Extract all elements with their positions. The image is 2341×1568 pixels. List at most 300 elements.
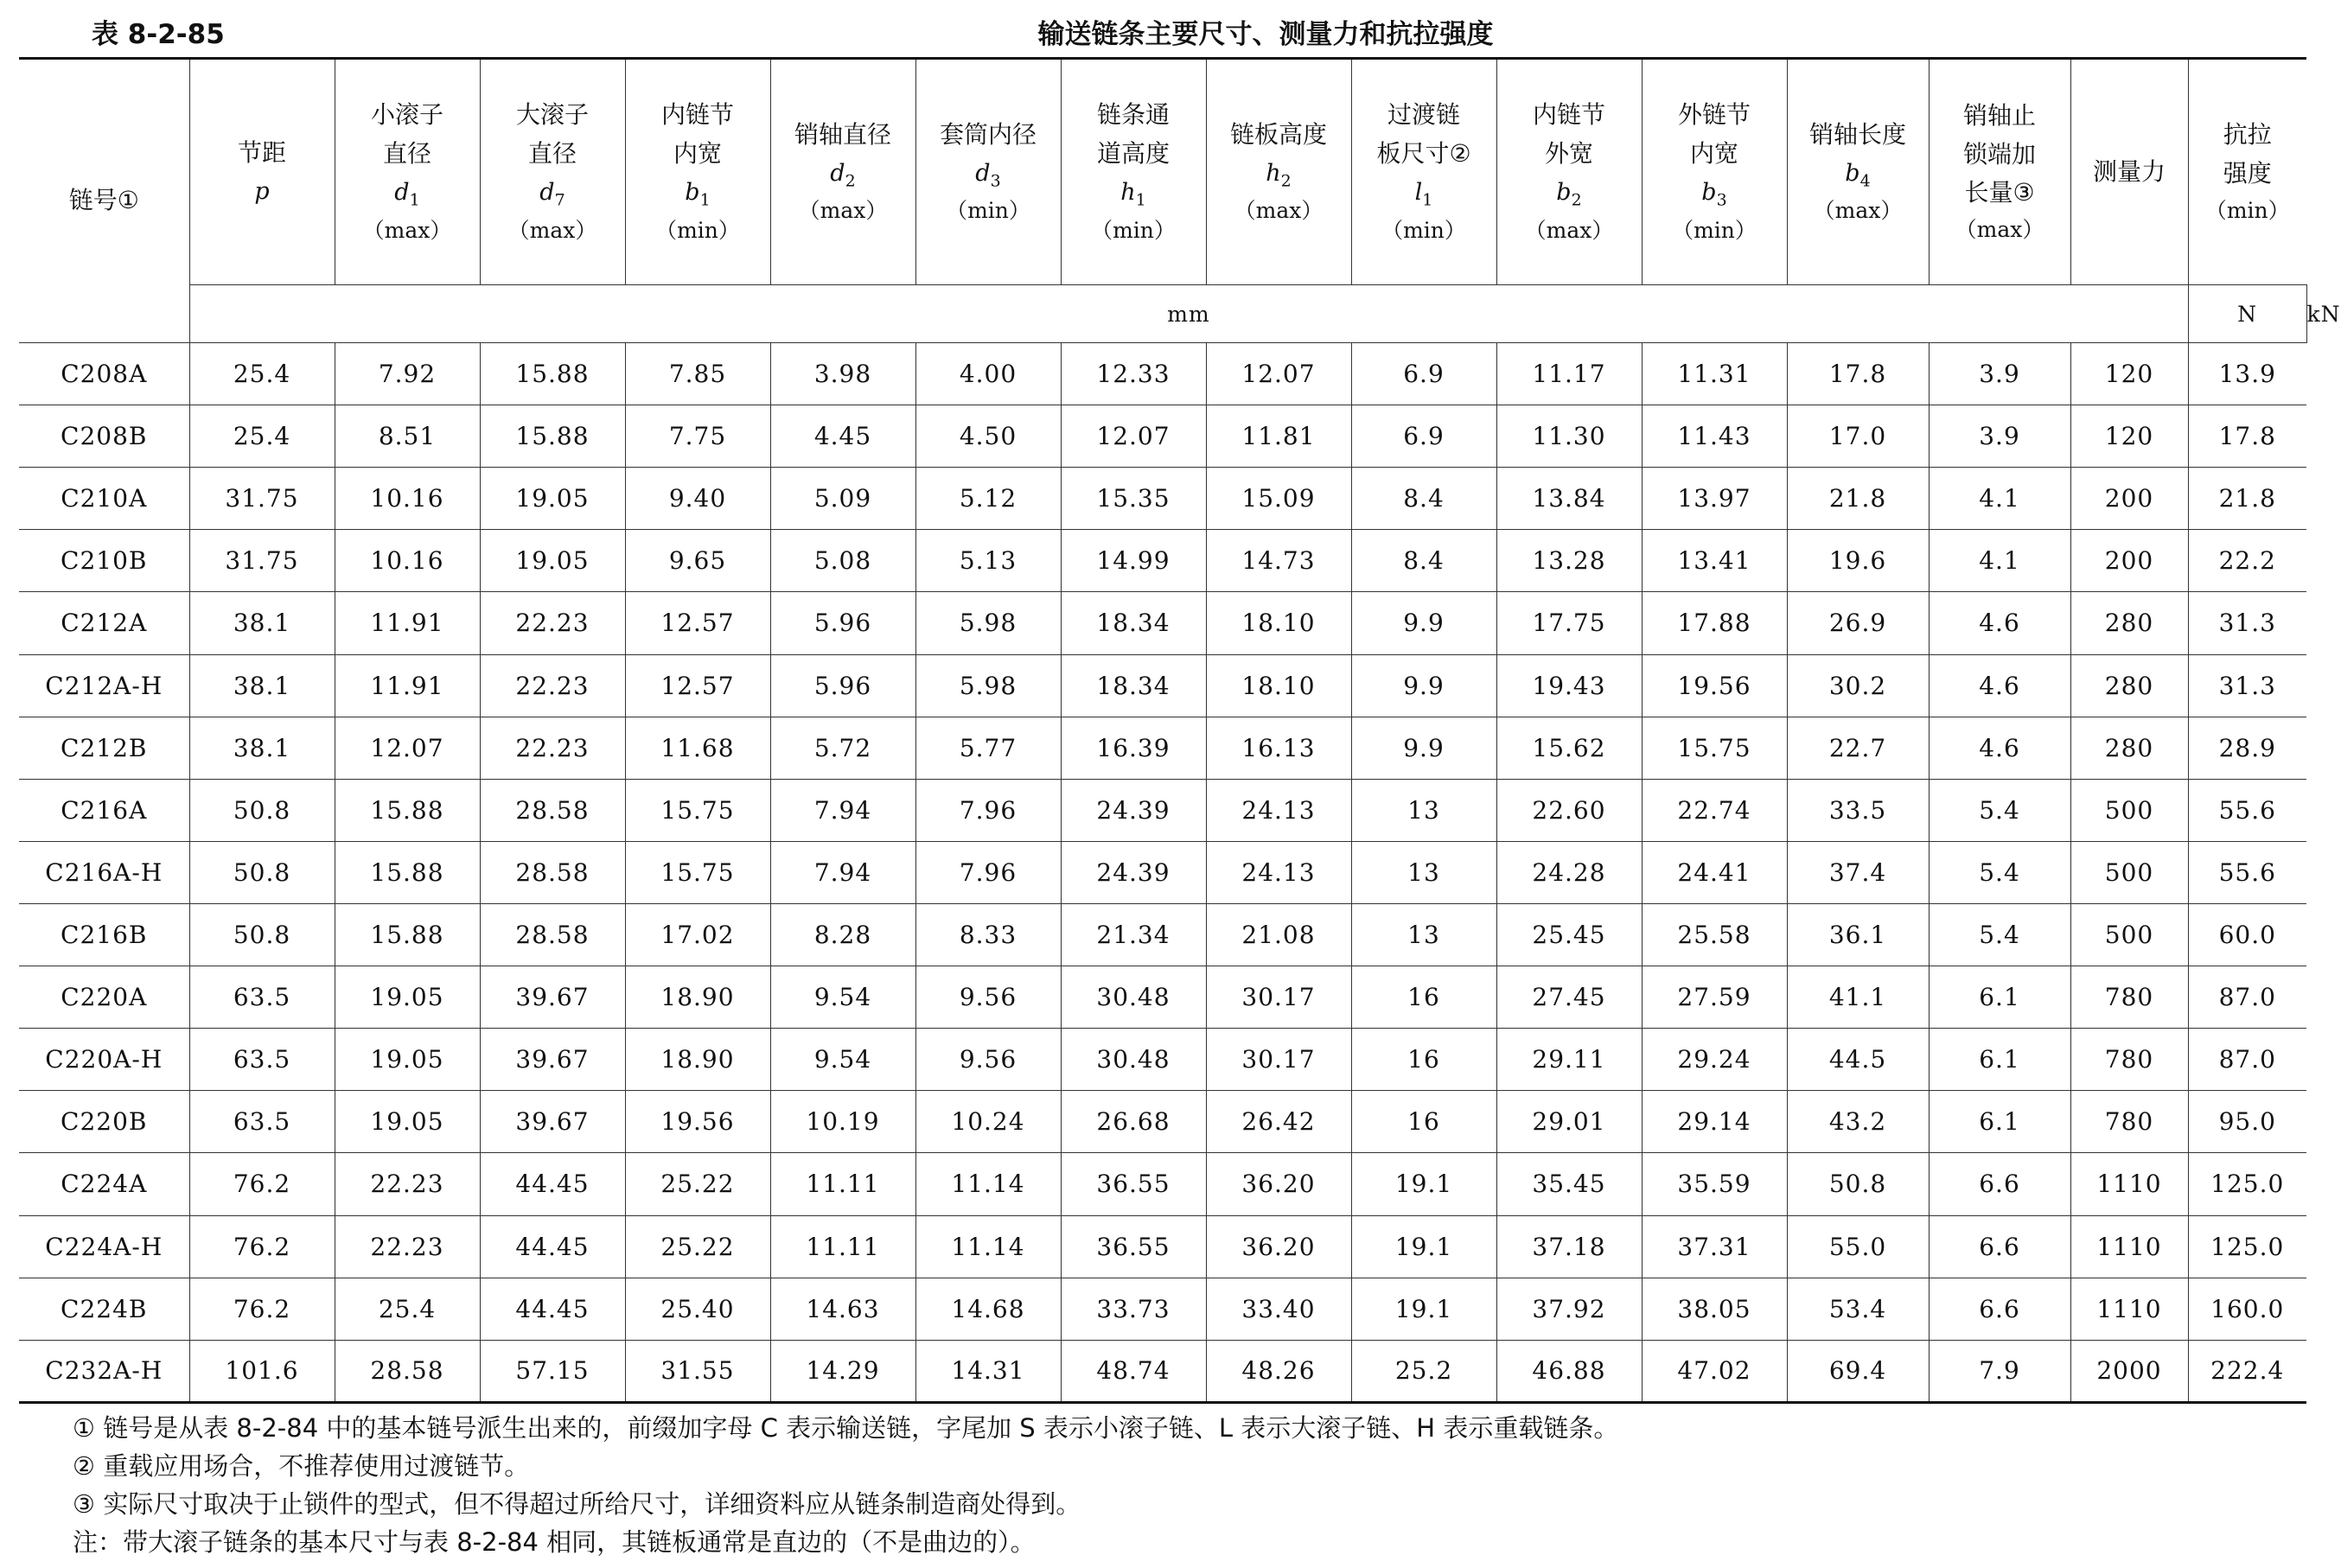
table-cell: 37.31 <box>1642 1215 1787 1278</box>
symbol-base: d <box>975 159 991 187</box>
header-label-line: 直径 <box>382 139 431 169</box>
table-cell: 44.5 <box>1787 1029 1929 1091</box>
header-label-line: 链号① <box>68 186 139 215</box>
table-cell: 15.75 <box>625 779 770 841</box>
table-row <box>19 1340 2306 1402</box>
header-label-line: 内链节 <box>660 100 734 130</box>
table-cell: 39.67 <box>480 966 625 1029</box>
chain-number-cell: C220A-H <box>19 1029 189 1091</box>
table-cell: 41.1 <box>1787 966 1929 1029</box>
table-cell: 15.88 <box>335 903 480 966</box>
table-cell: 15.75 <box>625 841 770 903</box>
symbol-subscript: 1 <box>1422 190 1433 210</box>
table-cell: 11.31 <box>1642 343 1787 405</box>
column-header <box>915 59 1061 285</box>
table-cell: 38.05 <box>1642 1278 1787 1340</box>
table-cell: 9.56 <box>915 1029 1061 1091</box>
table-cell: 17.75 <box>1496 592 1642 654</box>
table-cell: 14.99 <box>1061 530 1206 592</box>
table-cell: 44.45 <box>480 1153 625 1215</box>
table-cell: 7.94 <box>770 779 915 841</box>
table-cell: 8.51 <box>335 405 480 468</box>
table-cell: 24.28 <box>1496 841 1642 903</box>
table-cell: 22.60 <box>1496 779 1642 841</box>
table-cell: 500 <box>2070 779 2188 841</box>
table-cell: 38.1 <box>189 654 335 717</box>
table-cell: 63.5 <box>189 966 335 1029</box>
header-symbol <box>626 174 770 214</box>
header-symbol <box>1207 155 1351 194</box>
table-row <box>19 405 2306 468</box>
table-cell: 17.8 <box>1787 343 1929 405</box>
table-cell: 19.6 <box>1787 530 1929 592</box>
symbol-subscript: 2 <box>845 170 856 190</box>
table-cell: 24.41 <box>1642 841 1787 903</box>
table-cell: 18.90 <box>625 966 770 1029</box>
table-cell: 5.98 <box>915 592 1061 654</box>
table-cell: 24.13 <box>1206 841 1351 903</box>
table-cell: 120 <box>2070 405 2188 468</box>
table-cell: 44.45 <box>480 1278 625 1340</box>
table-cell: 14.73 <box>1206 530 1351 592</box>
header-symbol <box>481 174 625 214</box>
table-cell: 13 <box>1351 841 1496 903</box>
table-cell: 50.8 <box>189 779 335 841</box>
table-cell: 10.16 <box>335 530 480 592</box>
header-limit: （max） <box>362 217 452 243</box>
symbol-subscript: 2 <box>1280 170 1292 190</box>
table-cell: 28.58 <box>480 779 625 841</box>
table-cell: 5.12 <box>915 468 1061 530</box>
chain-number-cell: C212B <box>19 717 189 779</box>
table-cell: 43.2 <box>1787 1091 1929 1153</box>
table-cell: 13.97 <box>1642 468 1787 530</box>
table-cell: 53.4 <box>1787 1278 1929 1340</box>
table-cell: 11.11 <box>770 1215 915 1278</box>
header-label-line: 节距 <box>237 138 286 167</box>
table-cell: 5.4 <box>1929 779 2070 841</box>
chain-number-cell: C212A-H <box>19 654 189 717</box>
table-cell: 22.23 <box>480 592 625 654</box>
table-cell: 19.05 <box>335 966 480 1029</box>
table-cell: 25.45 <box>1496 903 1642 966</box>
table-cell: 4.6 <box>1929 654 2070 717</box>
table-cell: 14.31 <box>915 1340 1061 1402</box>
table-cell: 13 <box>1351 903 1496 966</box>
column-header <box>1787 59 1929 285</box>
footnote: ① 链号是从表 8-2-84 中的基本链号派生出来的，前缀加字母 C 表示输送链，字尾加 S 表示小滚子链、L 表示大滚子链、H 表示重载链条。 <box>73 1413 1619 1443</box>
symbol-base: h <box>1266 159 1281 187</box>
table-cell: 5.96 <box>770 592 915 654</box>
table-cell: 5.09 <box>770 468 915 530</box>
chain-spec-table <box>19 57 2341 1404</box>
table-cell: 11.14 <box>915 1215 1061 1278</box>
table-cell: 11.91 <box>335 654 480 717</box>
table-cell: 11.68 <box>625 717 770 779</box>
table-cell: 29.24 <box>1642 1029 1787 1091</box>
header-row <box>19 59 2306 285</box>
table-cell: 160.0 <box>2188 1278 2306 1340</box>
table-cell: 5.08 <box>770 530 915 592</box>
table-cell: 16 <box>1351 1029 1496 1091</box>
table-cell: 25.58 <box>1642 903 1787 966</box>
table-cell: 55.0 <box>1787 1215 1929 1278</box>
header-limit: （min） <box>1381 217 1466 243</box>
table-cell: 22.2 <box>2188 530 2306 592</box>
table-body <box>19 343 2306 1403</box>
symbol-base: d <box>830 159 845 187</box>
symbol-subscript: 7 <box>554 190 565 210</box>
table-cell: 22.23 <box>335 1215 480 1278</box>
header-label-line: 销轴长度 <box>1808 119 1906 149</box>
table-cell: 50.8 <box>189 841 335 903</box>
header-symbol <box>1788 155 1929 194</box>
header-label-line: 板尺寸② <box>1376 139 1471 169</box>
header-symbol <box>1497 174 1642 214</box>
table-cell: 5.72 <box>770 717 915 779</box>
table-cell: 7.85 <box>625 343 770 405</box>
table-cell: 19.05 <box>335 1029 480 1091</box>
header-symbol <box>190 173 335 210</box>
table-cell: 18.90 <box>625 1029 770 1091</box>
table-cell: 780 <box>2070 1029 2188 1091</box>
table-row <box>19 903 2306 966</box>
table-cell: 280 <box>2070 592 2188 654</box>
chain-number-cell: C224B <box>19 1278 189 1340</box>
table-cell: 7.92 <box>335 343 480 405</box>
header-label-line: 销轴止 <box>1962 100 2036 130</box>
column-header <box>1061 59 1206 285</box>
table-cell: 9.54 <box>770 1029 915 1091</box>
table-cell: 12.57 <box>625 592 770 654</box>
table-cell: 9.65 <box>625 530 770 592</box>
table-cell: 50.8 <box>189 903 335 966</box>
table-cell: 12.57 <box>625 654 770 717</box>
symbol-base: b <box>1556 178 1572 206</box>
table-cell: 2000 <box>2070 1340 2188 1402</box>
column-header <box>1642 59 1787 285</box>
table-cell: 4.6 <box>1929 717 2070 779</box>
header-limit: （max） <box>1955 217 2044 243</box>
table-cell: 30.2 <box>1787 654 1929 717</box>
table-cell: 25.40 <box>625 1278 770 1340</box>
column-header <box>335 59 480 285</box>
table-cell: 35.59 <box>1642 1153 1787 1215</box>
header-label-line: 链条通 <box>1096 100 1170 130</box>
symbol-base: b <box>685 178 700 206</box>
table-cell: 48.74 <box>1061 1340 1206 1402</box>
column-header <box>1351 59 1496 285</box>
header-label-line: 内宽 <box>1689 139 1738 169</box>
header-label-line: 销轴直径 <box>794 119 891 149</box>
table-cell: 18.10 <box>1206 654 1351 717</box>
table-cell: 30.48 <box>1061 1029 1206 1091</box>
column-header <box>480 59 625 285</box>
symbol-subscript: 4 <box>1859 170 1871 190</box>
table-cell: 22.7 <box>1787 717 1929 779</box>
table-cell: 16.39 <box>1061 717 1206 779</box>
table-cell: 37.18 <box>1496 1215 1642 1278</box>
table-cell: 5.4 <box>1929 841 2070 903</box>
table-cell: 4.1 <box>1929 530 2070 592</box>
chain-number-cell: C224A <box>19 1153 189 1215</box>
table-cell: 36.20 <box>1206 1153 1351 1215</box>
column-header <box>770 59 915 285</box>
table-cell: 18.34 <box>1061 654 1206 717</box>
table-cell: 36.1 <box>1787 903 1929 966</box>
header-limit: （max） <box>1813 198 1903 224</box>
table-cell: 780 <box>2070 966 2188 1029</box>
table-cell: 17.0 <box>1787 405 1929 468</box>
symbol-subscript: 3 <box>990 170 1001 190</box>
table-row <box>19 468 2306 530</box>
table-cell: 36.55 <box>1061 1215 1206 1278</box>
table-cell: 4.50 <box>915 405 1061 468</box>
symbol-base: p <box>254 177 270 205</box>
table-cell: 5.4 <box>1929 903 2070 966</box>
table-cell: 26.68 <box>1061 1091 1206 1153</box>
header-symbol <box>771 155 915 194</box>
table-cell: 3.98 <box>770 343 915 405</box>
table-cell: 17.02 <box>625 903 770 966</box>
table-cell: 76.2 <box>189 1278 335 1340</box>
table-cell: 30.48 <box>1061 966 1206 1029</box>
table-cell: 35.45 <box>1496 1153 1642 1215</box>
table-cell: 21.08 <box>1206 903 1351 966</box>
table-cell: 6.9 <box>1351 405 1496 468</box>
table-cell: 15.88 <box>480 343 625 405</box>
column-header <box>625 59 770 285</box>
table-cell: 8.4 <box>1351 530 1496 592</box>
table-cell: 21.8 <box>1787 468 1929 530</box>
table-cell: 19.1 <box>1351 1215 1496 1278</box>
table-cell: 3.9 <box>1929 405 2070 468</box>
table-cell: 38.1 <box>189 592 335 654</box>
table-cell: 19.05 <box>480 530 625 592</box>
table-number: 表 8-2-85 <box>92 19 225 50</box>
symbol-subscript: 1 <box>409 190 420 210</box>
table-cell: 29.11 <box>1496 1029 1642 1091</box>
header-limit: （min） <box>1672 217 1757 243</box>
table-cell: 200 <box>2070 468 2188 530</box>
table-row <box>19 841 2306 903</box>
table-cell: 9.56 <box>915 966 1061 1029</box>
table-cell: 24.39 <box>1061 779 1206 841</box>
table-cell: 60.0 <box>2188 903 2306 966</box>
table-cell: 22.74 <box>1642 779 1787 841</box>
table-cell: 28.58 <box>335 1340 480 1402</box>
table-cell: 37.4 <box>1787 841 1929 903</box>
table-cell: 76.2 <box>189 1215 335 1278</box>
table-cell: 13.41 <box>1642 530 1787 592</box>
table-cell: 11.30 <box>1496 405 1642 468</box>
table-cell: 12.07 <box>335 717 480 779</box>
chain-number-cell: C216B <box>19 903 189 966</box>
header-label-line: 道高度 <box>1096 139 1170 169</box>
table-cell: 30.17 <box>1206 966 1351 1029</box>
chain-number-cell: C220A <box>19 966 189 1029</box>
header-limit: （max） <box>1234 198 1324 224</box>
symbol-subscript: 1 <box>699 190 711 210</box>
header-limit: （max） <box>798 198 888 224</box>
table-row <box>19 343 2306 405</box>
table-cell: 780 <box>2070 1091 2188 1153</box>
column-header <box>2188 59 2306 285</box>
table-cell: 17.88 <box>1642 592 1787 654</box>
table-cell: 9.9 <box>1351 654 1496 717</box>
table-cell: 38.1 <box>189 717 335 779</box>
column-header <box>2070 59 2188 285</box>
chain-number-cell: C208B <box>19 405 189 468</box>
symbol-base: b <box>1845 159 1860 187</box>
table-cell: 27.45 <box>1496 966 1642 1029</box>
table-cell: 125.0 <box>2188 1215 2306 1278</box>
table-cell: 5.96 <box>770 654 915 717</box>
table-cell: 15.09 <box>1206 468 1351 530</box>
table-cell: 26.9 <box>1787 592 1929 654</box>
table-cell: 9.9 <box>1351 592 1496 654</box>
column-header <box>1206 59 1351 285</box>
table-cell: 15.88 <box>335 779 480 841</box>
table-cell: 13.28 <box>1496 530 1642 592</box>
table-cell: 36.20 <box>1206 1215 1351 1278</box>
table-cell: 31.3 <box>2188 592 2306 654</box>
header-label-line: 强度 <box>2223 159 2272 188</box>
table-cell: 19.56 <box>625 1091 770 1153</box>
footnotes <box>73 1409 2286 1561</box>
table-row <box>19 717 2306 779</box>
table-cell: 25.4 <box>189 343 335 405</box>
table-cell: 5.77 <box>915 717 1061 779</box>
table-cell: 39.67 <box>480 1029 625 1091</box>
table-cell: 21.34 <box>1061 903 1206 966</box>
table-cell: 26.42 <box>1206 1091 1351 1153</box>
table-cell: 15.88 <box>335 841 480 903</box>
table-row <box>19 966 2306 1029</box>
table-row <box>19 1215 2306 1278</box>
table-cell: 16 <box>1351 1091 1496 1153</box>
table-cell: 19.1 <box>1351 1153 1496 1215</box>
table-cell: 1110 <box>2070 1215 2188 1278</box>
table-cell: 6.1 <box>1929 1091 2070 1153</box>
footnote: 注：带大滚子链条的基本尺寸与表 8-2-84 相同，其链板通常是直边的（不是曲边的）。 <box>73 1527 1036 1557</box>
table-cell: 19.1 <box>1351 1278 1496 1340</box>
table-cell: 22.23 <box>335 1153 480 1215</box>
table-cell: 11.43 <box>1642 405 1787 468</box>
table-cell: 50.8 <box>1787 1153 1929 1215</box>
table-cell: 63.5 <box>189 1091 335 1153</box>
chain-number-cell: C210A <box>19 468 189 530</box>
table-cell: 31.75 <box>189 530 335 592</box>
table-cell: 15.35 <box>1061 468 1206 530</box>
table-cell: 39.67 <box>480 1091 625 1153</box>
table-cell: 25.22 <box>625 1153 770 1215</box>
table-cell: 6.6 <box>1929 1153 2070 1215</box>
table-row <box>19 654 2306 717</box>
table-cell: 28.9 <box>2188 717 2306 779</box>
table-cell: 101.6 <box>189 1340 335 1402</box>
header-limit: （min） <box>655 217 740 243</box>
symbol-base: l <box>1414 178 1423 206</box>
table-cell: 280 <box>2070 717 2188 779</box>
table-cell: 19.43 <box>1496 654 1642 717</box>
table-cell: 7.96 <box>915 779 1061 841</box>
table-cell: 11.17 <box>1496 343 1642 405</box>
table-row <box>19 530 2306 592</box>
table-cell: 19.05 <box>335 1091 480 1153</box>
table-cell: 6.6 <box>1929 1215 2070 1278</box>
table-cell: 4.45 <box>770 405 915 468</box>
table-cell: 14.63 <box>770 1278 915 1340</box>
header-label-line: 大滚子 <box>515 100 589 130</box>
header-label-line: 过渡链 <box>1387 100 1460 130</box>
unit-mm: mm <box>189 285 2188 343</box>
table-cell: 30.17 <box>1206 1029 1351 1091</box>
symbol-base: b <box>1701 178 1717 206</box>
table-cell: 8.28 <box>770 903 915 966</box>
units-row: mm N kN <box>19 285 2306 343</box>
table-cell: 120 <box>2070 343 2188 405</box>
table-cell: 4.00 <box>915 343 1061 405</box>
table-cell: 10.16 <box>335 468 480 530</box>
table-cell: 22.23 <box>480 654 625 717</box>
table-cell: 28.58 <box>480 903 625 966</box>
table-cell: 21.8 <box>2188 468 2306 530</box>
table-cell: 500 <box>2070 841 2188 903</box>
table-cell: 28.58 <box>480 841 625 903</box>
table-cell: 17.8 <box>2188 405 2306 468</box>
table-cell: 9.9 <box>1351 717 1496 779</box>
header-label-line: 锁端加 <box>1962 139 2036 169</box>
table-cell: 5.13 <box>915 530 1061 592</box>
table-cell: 76.2 <box>189 1153 335 1215</box>
table-cell: 200 <box>2070 530 2188 592</box>
table-cell: 4.6 <box>1929 592 2070 654</box>
column-header <box>189 59 335 285</box>
table-cell: 13.9 <box>2188 343 2306 405</box>
table-cell: 63.5 <box>189 1029 335 1091</box>
table-cell: 44.45 <box>480 1215 625 1278</box>
table-cell: 25.22 <box>625 1215 770 1278</box>
table-cell: 16.13 <box>1206 717 1351 779</box>
table-cell: 46.88 <box>1496 1340 1642 1402</box>
table-cell: 33.5 <box>1787 779 1929 841</box>
header-label-line: 长量③ <box>1964 178 2035 207</box>
header-label-line: 内链节 <box>1532 100 1605 130</box>
chain-number-cell: C220B <box>19 1091 189 1153</box>
table-cell: 11.91 <box>335 592 480 654</box>
table-cell: 11.14 <box>915 1153 1061 1215</box>
column-header <box>1496 59 1642 285</box>
table-cell: 25.2 <box>1351 1340 1496 1402</box>
table-cell: 4.1 <box>1929 468 2070 530</box>
table-cell: 15.75 <box>1642 717 1787 779</box>
header-symbol <box>916 155 1061 194</box>
header-symbol <box>1352 174 1496 214</box>
table-cell: 69.4 <box>1787 1340 1929 1402</box>
header-symbol <box>335 174 480 214</box>
header-limit: （min） <box>1091 217 1176 243</box>
table-cell: 36.55 <box>1061 1153 1206 1215</box>
table-cell: 16 <box>1351 966 1496 1029</box>
symbol-subscript: 3 <box>1716 190 1727 210</box>
table-cell: 15.62 <box>1496 717 1642 779</box>
header-label-line: 内宽 <box>673 139 722 169</box>
title-row <box>12 5 2294 54</box>
column-header <box>1929 59 2070 285</box>
column-header <box>19 59 189 343</box>
table-cell: 24.39 <box>1061 841 1206 903</box>
